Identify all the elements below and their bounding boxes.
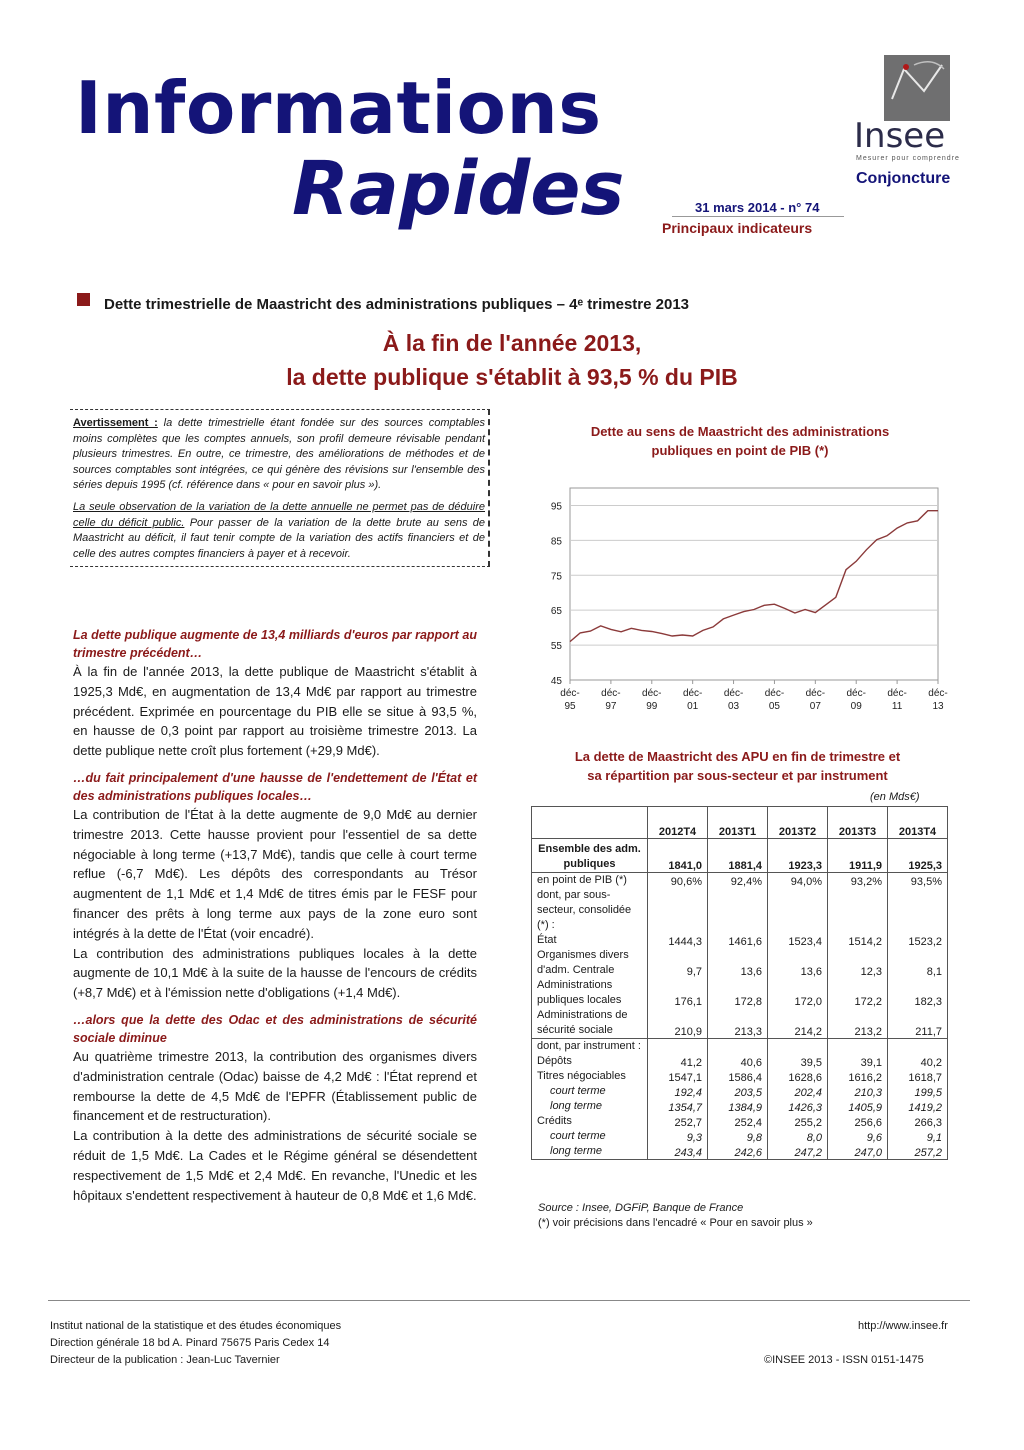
plot-area-frame [570, 488, 938, 680]
table-cell: 176,1 [648, 978, 708, 1008]
subject-line: Dette trimestrielle de Maastricht des administrations publiques – 4ᵉ trimestre 2013 [104, 296, 690, 313]
y-tick-label: 85 [550, 536, 562, 548]
table-cell: 1384,9 [708, 1099, 768, 1114]
table-cell: 252,7 [648, 1114, 708, 1129]
section-3-paragraph-1: Au quatrième trimestre 2013, la contribution des organismes divers d'administration centrale (Odac) baisse de 4,2 Md€ : l'État reprend et rembourse la dette de 4,5 Md€ de l'EPFR (Établissement public de financement et de restructuration). [73, 1048, 477, 1124]
col-header: 2012T4 [648, 807, 708, 839]
x-tick-label: 05 [768, 701, 781, 712]
chart-title-line-2: publiques en point de PIB (*) [651, 443, 829, 458]
table-row-odac [532, 948, 948, 978]
table-cell: 1841,0 [648, 839, 708, 873]
debt-table [531, 806, 948, 1160]
table-corner [532, 807, 648, 839]
table-cell: 257,2 [888, 1144, 948, 1160]
table-cell: 1911,9 [828, 839, 888, 873]
row-label: long terme [532, 1144, 648, 1160]
warning-text-2: Pour passer de la variation de la dette brute au sens de Maastricht au déficit, il faut tenir compte de la variation des actifs financiers et de celle des autres comptes financiers à payer et à recevoir. [73, 516, 486, 560]
row-label: Ensemble des adm. publiques [532, 839, 648, 873]
table-cell: 41,2 [648, 1054, 708, 1069]
row-label: État [532, 933, 648, 948]
publication-category: Principaux indicateurs [662, 220, 813, 236]
table-cell: 182,3 [888, 978, 948, 1008]
table-cell: 40,2 [888, 1054, 948, 1069]
table-cell: 9,3 [648, 1129, 708, 1144]
table-cell: 9,6 [828, 1129, 888, 1144]
table-cell: 1514,2 [828, 933, 888, 948]
x-tick-label: 07 [809, 701, 821, 712]
x-tick-label: 13 [932, 701, 944, 712]
warning-box [70, 409, 490, 567]
table-cell: 192,4 [648, 1084, 708, 1099]
row-label: Titres négociables [532, 1069, 648, 1084]
x-tick-label: déc- [928, 688, 948, 699]
table-cell: 94,0% [768, 873, 828, 889]
table-row-titres-ct [532, 1084, 948, 1099]
section-3-paragraph-2: La contribution à la dette des administrations de sécurité sociale se réduit de 1,5 Md€. La Cades et le Régime général se désendettent respectivement de 1,5 Md€ et 2,4 Md€. En revanche, l'Unedic et les hôpitaux s'endettent respectivement à hauteur de 0,8 Md€ et 1,6 Md€. [73, 1128, 477, 1203]
row-label: court terme [532, 1129, 648, 1144]
table-cell: 247,0 [828, 1144, 888, 1160]
table-unit: (en Mds€) [870, 791, 920, 803]
table-cell: 243,4 [648, 1144, 708, 1160]
header-divider [672, 216, 844, 217]
row-label: Dépôts [532, 1054, 648, 1069]
table-cell: 172,0 [768, 978, 828, 1008]
table-cell: 92,4% [708, 873, 768, 889]
table-cell: 255,2 [768, 1114, 828, 1129]
table-row-credits-ct [532, 1129, 948, 1144]
table-cell: 39,1 [828, 1054, 888, 1069]
x-tick-label: déc- [601, 688, 621, 699]
table-cell: 1628,6 [768, 1069, 828, 1084]
table-cell: 211,7 [888, 1008, 948, 1039]
brand-title-rapides: Rapides [292, 146, 625, 232]
table-cell: 1354,7 [648, 1099, 708, 1114]
x-tick-label: 95 [564, 701, 576, 712]
table-cell: 1523,4 [768, 933, 828, 948]
footer-direction: Direction générale 18 bd A. Pinard 75675 Paris Cedex 14 [50, 1337, 330, 1349]
debt-line-chart [530, 480, 950, 720]
insee-logo-icon [884, 55, 950, 121]
x-tick-label: 97 [605, 701, 617, 712]
section-2-paragraph-1: La contribution de l'État à la dette augmente de 9,0 Md€ au dernier trimestre 2013. Cette hausse provient pour l'essentiel de sa dette négociable à long terme (+13,7 Md€), tandis que celle à court terme reflue (-6,7 Md€). Les dépôts des correspondants au Trésor augmentent de 1,1 Md€ et 1,4 Md€ de titres émis par le FESF pour financer des prêts à long terme aux pays de la zone euro sont intégrés à la dette de l'État (voir encadré). [73, 806, 477, 941]
x-tick-label: 09 [850, 701, 862, 712]
y-tick-label: 75 [550, 571, 562, 583]
table-cell: 1426,3 [768, 1099, 828, 1114]
section-3-title: …alors que la dette des Odac et des administrations de sécurité sociale diminue [73, 1012, 477, 1045]
row-label: dont, par sous-secteur, consolidée (*) : [532, 888, 648, 933]
table-cell: 172,8 [708, 978, 768, 1008]
table-cell: 247,2 [768, 1144, 828, 1160]
table-cell: 12,3 [828, 948, 888, 978]
table-row-instrument-header [532, 1039, 948, 1055]
series-line [570, 511, 938, 642]
section-1-paragraph: À la fin de l'année 2013, la dette publique de Maastricht s'établit à 1925,3 Md€, en augmentation de 13,4 Md€ par rapport au trimestre précédent. Exprimée en pourcentage du PIB elle se situe à 93,5 %, en hausse de 0,3 point par rapport au troisième trimestre 2013. La dette publique nette croît plus fortement (+29,9 Md€). [73, 664, 477, 759]
table-cell: 13,6 [768, 948, 828, 978]
table-cell: 1405,9 [828, 1099, 888, 1114]
table-cell: 8,1 [888, 948, 948, 978]
brand-title-informations: Informations [75, 66, 602, 150]
table-cell: 1616,2 [828, 1069, 888, 1084]
y-tick-label: 55 [550, 641, 562, 653]
x-tick-label: 11 [891, 701, 903, 712]
x-tick-label: déc- [682, 688, 703, 699]
table-row-credits [532, 1114, 948, 1129]
table-cell: 1419,2 [888, 1099, 948, 1114]
table-cell: 202,4 [768, 1084, 828, 1099]
table-cell: 214,2 [768, 1008, 828, 1039]
table-cell: 252,4 [708, 1114, 768, 1129]
footer-divider [48, 1300, 970, 1301]
headline-line-2: la dette publique s'établit à 93,5 % du PIB [286, 364, 738, 390]
col-header: 2013T2 [768, 807, 828, 839]
table-cell: 256,6 [828, 1114, 888, 1129]
table-title-line-1: La dette de Maastricht des APU en fin de trimestre et [574, 749, 901, 764]
headline-line-1: À la fin de l'année 2013, [382, 330, 642, 356]
x-tick-label: déc- [805, 688, 826, 699]
x-tick-label: déc- [887, 688, 907, 699]
table-cell: 213,2 [828, 1008, 888, 1039]
table-cell: 39,5 [768, 1054, 828, 1069]
table-row-depots [532, 1054, 948, 1069]
warning-label: Avertissement : [73, 417, 158, 429]
section-2-paragraph-2: La contribution des administrations publiques locales à la dette augmente de 10,1 Md€ à la suite de la hausse de l'encours de crédits (+8,7 Md€) et à l'émission nette d'obligations (+1,4 Md€). [73, 945, 477, 1001]
source-note: (*) voir précisions dans l'encadré « Pour en savoir plus » [538, 1217, 813, 1229]
table-cell: 1444,3 [648, 933, 708, 948]
table-header-row [532, 807, 948, 839]
table-row-etat [532, 933, 948, 948]
footer-institute: Institut national de la statistique et des études économiques [50, 1320, 342, 1332]
warning-text-1: la dette trimestrielle étant fondée sur des sources comptables moins complètes que les comptes annuels, son profil demeure révisable pendant plusieurs trimestres. En outre, ce trimestre, des améliorations de méthodes et de sources comptables sont intégrées, ce qui génère des révisions sur l'ensemble des séries depuis 1995 (cf. référence dans « pour en savoir plus »). [73, 417, 486, 492]
table-cell: 203,5 [708, 1084, 768, 1099]
y-tick-label: 45 [550, 676, 562, 687]
table-cell: 1586,4 [708, 1069, 768, 1084]
col-header: 2013T1 [708, 807, 768, 839]
x-tick-label: 01 [687, 701, 699, 712]
logo-wordmark: Insee [854, 116, 946, 156]
table-cell: 1461,6 [708, 933, 768, 948]
table-cell: 1925,3 [888, 839, 948, 873]
x-tick-label: déc- [764, 688, 785, 699]
table-cell: 1881,4 [708, 839, 768, 873]
x-tick-label: déc- [642, 688, 662, 699]
subject-bullet-icon [77, 293, 90, 306]
x-tick-label: 03 [727, 701, 740, 712]
section-2-title: …du fait principalement d'une hausse de l'endettement de l'État et des administrations publiques locales… [73, 770, 477, 803]
table-cell: 242,6 [708, 1144, 768, 1160]
row-label: Administrations publiques locales [532, 978, 648, 1008]
table-row-titres [532, 1069, 948, 1084]
table-cell: 213,3 [708, 1008, 768, 1039]
row-label: en point de PIB (*) [532, 873, 648, 889]
table-cell: 199,5 [888, 1084, 948, 1099]
row-label: long terme [532, 1099, 648, 1114]
table-cell: 9,7 [648, 948, 708, 978]
table-cell: 90,6% [648, 873, 708, 889]
x-tick-label: déc- [846, 688, 866, 699]
row-label: Crédits [532, 1114, 648, 1129]
table-cell: 9,1 [888, 1129, 948, 1144]
table-cell: 1618,7 [888, 1069, 948, 1084]
conjoncture-label: Conjoncture [856, 170, 951, 187]
col-header: 2013T4 [888, 807, 948, 839]
row-label: court terme [532, 1084, 648, 1099]
table-title [530, 747, 945, 785]
table-row-asso [532, 1008, 948, 1039]
row-label: Administrations de sécurité sociale [532, 1008, 648, 1039]
row-label: Organismes divers d'adm. Centrale [532, 948, 648, 978]
section-1-title: La dette publique augmente de 13,4 milliards d'euros par rapport au trimestre précédent… [73, 628, 477, 660]
table-cell: 93,5% [888, 873, 948, 889]
y-tick-label: 95 [550, 501, 562, 513]
table-cell: 1523,2 [888, 933, 948, 948]
table-cell: 93,2% [828, 873, 888, 889]
footer-copyright: ©INSEE 2013 - ISSN 0151-1475 [764, 1354, 924, 1366]
table-row-pib [532, 873, 948, 889]
table-row-subsector-header [532, 888, 948, 933]
x-tick-label: déc- [560, 688, 580, 699]
table-cell: 266,3 [888, 1114, 948, 1129]
table-cell: 9,8 [708, 1129, 768, 1144]
source-line: Source : Insee, DGFiP, Banque de France [538, 1202, 744, 1214]
table-cell: 1547,1 [648, 1069, 708, 1084]
table-cell: 8,0 [768, 1129, 828, 1144]
chart-title [555, 422, 925, 460]
chart-title-line-1: Dette au sens de Maastricht des administrations [590, 424, 890, 439]
y-tick-label: 65 [550, 606, 562, 618]
table-cell: 210,9 [648, 1008, 708, 1039]
warning-underlined: La seule observation de la variation de la dette annuelle ne permet pas de déduire celle du déficit public. [73, 500, 485, 529]
article-body [73, 626, 477, 1205]
table-cell: 1923,3 [768, 839, 828, 873]
table-cell: 172,2 [828, 978, 888, 1008]
table-title-line-2: sa répartition par sous-secteur et par instrument [587, 768, 888, 783]
footer-publisher: Directeur de la publication : Jean-Luc Tavernier [50, 1354, 280, 1366]
row-label: dont, par instrument : [532, 1039, 648, 1055]
x-tick-label: déc- [723, 688, 744, 699]
table-cell: 40,6 [708, 1054, 768, 1069]
table-source [538, 1201, 813, 1231]
table-row-credits-lt [532, 1144, 948, 1160]
logo-tagline: Mesurer pour comprendre [856, 155, 960, 162]
issue-date: 31 mars 2014 - n° 74 [695, 200, 820, 215]
table-cell: 210,3 [828, 1084, 888, 1099]
footer-address [50, 1318, 341, 1369]
table-row-apul [532, 978, 948, 1008]
col-header: 2013T3 [828, 807, 888, 839]
footer-website-link[interactable]: http://www.insee.fr [858, 1320, 948, 1332]
table-row-titres-lt [532, 1099, 948, 1114]
table-cell: 13,6 [708, 948, 768, 978]
x-tick-label: 99 [646, 701, 658, 712]
table-row-total [532, 839, 948, 873]
